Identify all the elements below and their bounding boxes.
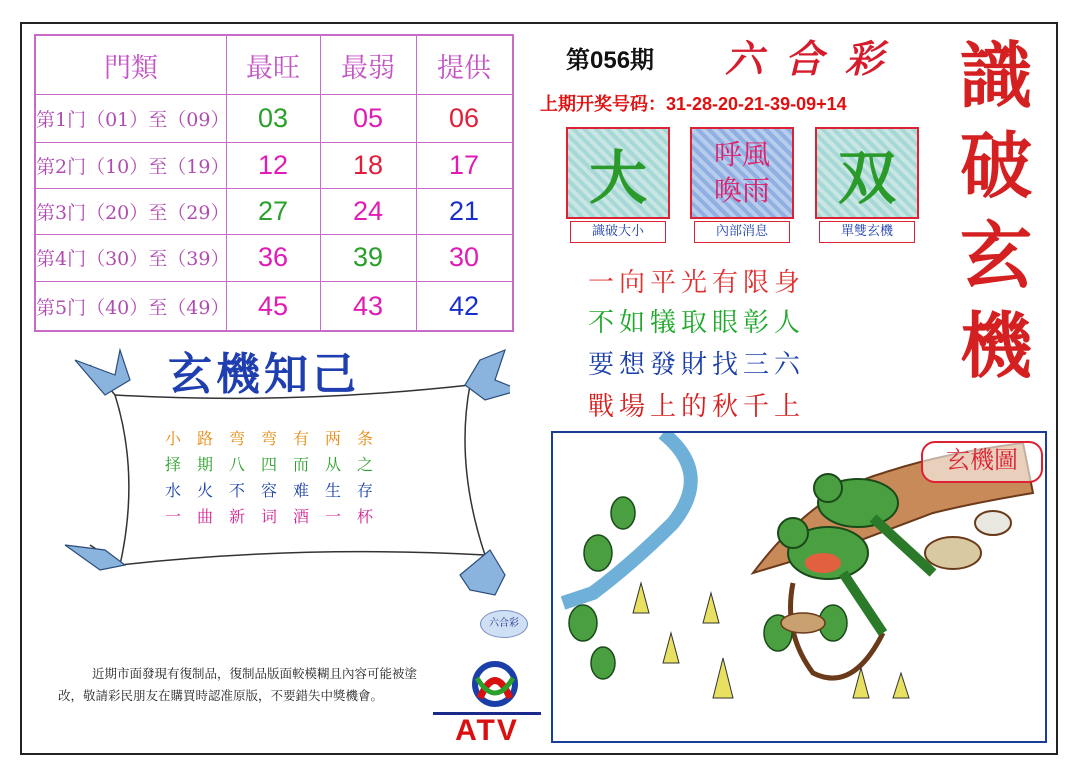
bird-icon (460, 550, 505, 595)
tile-glyph: 双 (837, 144, 896, 212)
number-cell: 39 (352, 242, 384, 272)
tile-caption: 內部消息 (694, 221, 790, 243)
poem-line: 戰場上的秋千上 (588, 392, 806, 422)
scroll-line: 水火不容难生存 (165, 481, 390, 500)
number-cell: 18 (352, 149, 384, 180)
bird-painting (551, 431, 1047, 743)
notice-line: 改，敬請彩民朋友在購買時認准原版，不要錯失中獎機會。 (58, 688, 384, 703)
door-label: 第1门（01）至（09） (36, 108, 230, 131)
stamp: 玄機圖 (921, 441, 1043, 483)
atv-emblem-icon (465, 658, 525, 710)
poem-line: 一向平光有限身 (588, 268, 806, 298)
tile-caption: 單雙玄機 (819, 221, 915, 243)
number-cell: 17 (448, 149, 480, 180)
tile-size (566, 127, 670, 245)
tile-news (690, 127, 794, 245)
header-weakest: 最弱 (341, 52, 395, 84)
tile-caption: 識破大小 (570, 221, 666, 243)
big-title-char: 破 (960, 123, 1033, 208)
number-cell: 03 (257, 102, 289, 133)
notice-line: 近期市面發現有復制品，復制品版面較模糊且內容可能被塗 (92, 666, 418, 681)
number-cell: 27 (257, 195, 289, 226)
number-cell: 36 (257, 242, 289, 272)
atv-logo: ATV (433, 712, 541, 747)
number-cell: 30 (448, 242, 480, 272)
big-title-char: 玄 (960, 213, 1033, 298)
bird-icon (65, 545, 125, 570)
number-cell: 42 (448, 291, 480, 321)
scroll-line: 一曲新词酒一杯 (165, 507, 390, 526)
tile-glyph: 大 (588, 144, 647, 212)
header-category: 門類 (104, 52, 158, 84)
big-title-char: 識 (960, 33, 1033, 118)
brand-title: 六合彩 (725, 36, 906, 81)
last-draw-numbers: 上期开奖号码：31-28-20-21-39-09+14 (540, 94, 847, 114)
scroll-line: 小路弯弯有两条 (165, 429, 390, 448)
scroll-line: 择期八四而从之 (165, 455, 390, 474)
door-table (34, 34, 514, 332)
bird-icon (465, 350, 510, 400)
door-label: 第3门（20）至（29） (36, 201, 230, 224)
bird-icon (75, 350, 130, 395)
number-cell: 12 (257, 149, 289, 180)
door-label: 第4门（30）至（39） (36, 248, 230, 270)
door-label: 第2门（10）至（19） (36, 155, 230, 178)
number-cell: 24 (352, 195, 384, 226)
number-cell: 06 (448, 102, 480, 133)
scroll-title: 玄機知己 (168, 349, 360, 400)
big-title-char: 機 (960, 303, 1033, 388)
header-hottest: 最旺 (246, 52, 300, 84)
poem-line: 要想發財找三六 (588, 350, 806, 380)
door-label: 第5门（40）至（49） (36, 297, 230, 319)
poem-line: 不如犠取眼彰人 (588, 308, 806, 338)
tile-odd-even (815, 127, 919, 245)
number-cell: 43 (352, 291, 384, 321)
number-cell: 45 (257, 291, 289, 321)
tile-glyph: 呼風 喚雨 (713, 137, 770, 207)
issue-number: 第056期 (566, 47, 655, 74)
small-logo: 六合彩 (480, 610, 528, 638)
number-cell: 05 (352, 102, 384, 133)
number-cell: 21 (448, 195, 480, 226)
header-provided: 提供 (437, 52, 491, 84)
